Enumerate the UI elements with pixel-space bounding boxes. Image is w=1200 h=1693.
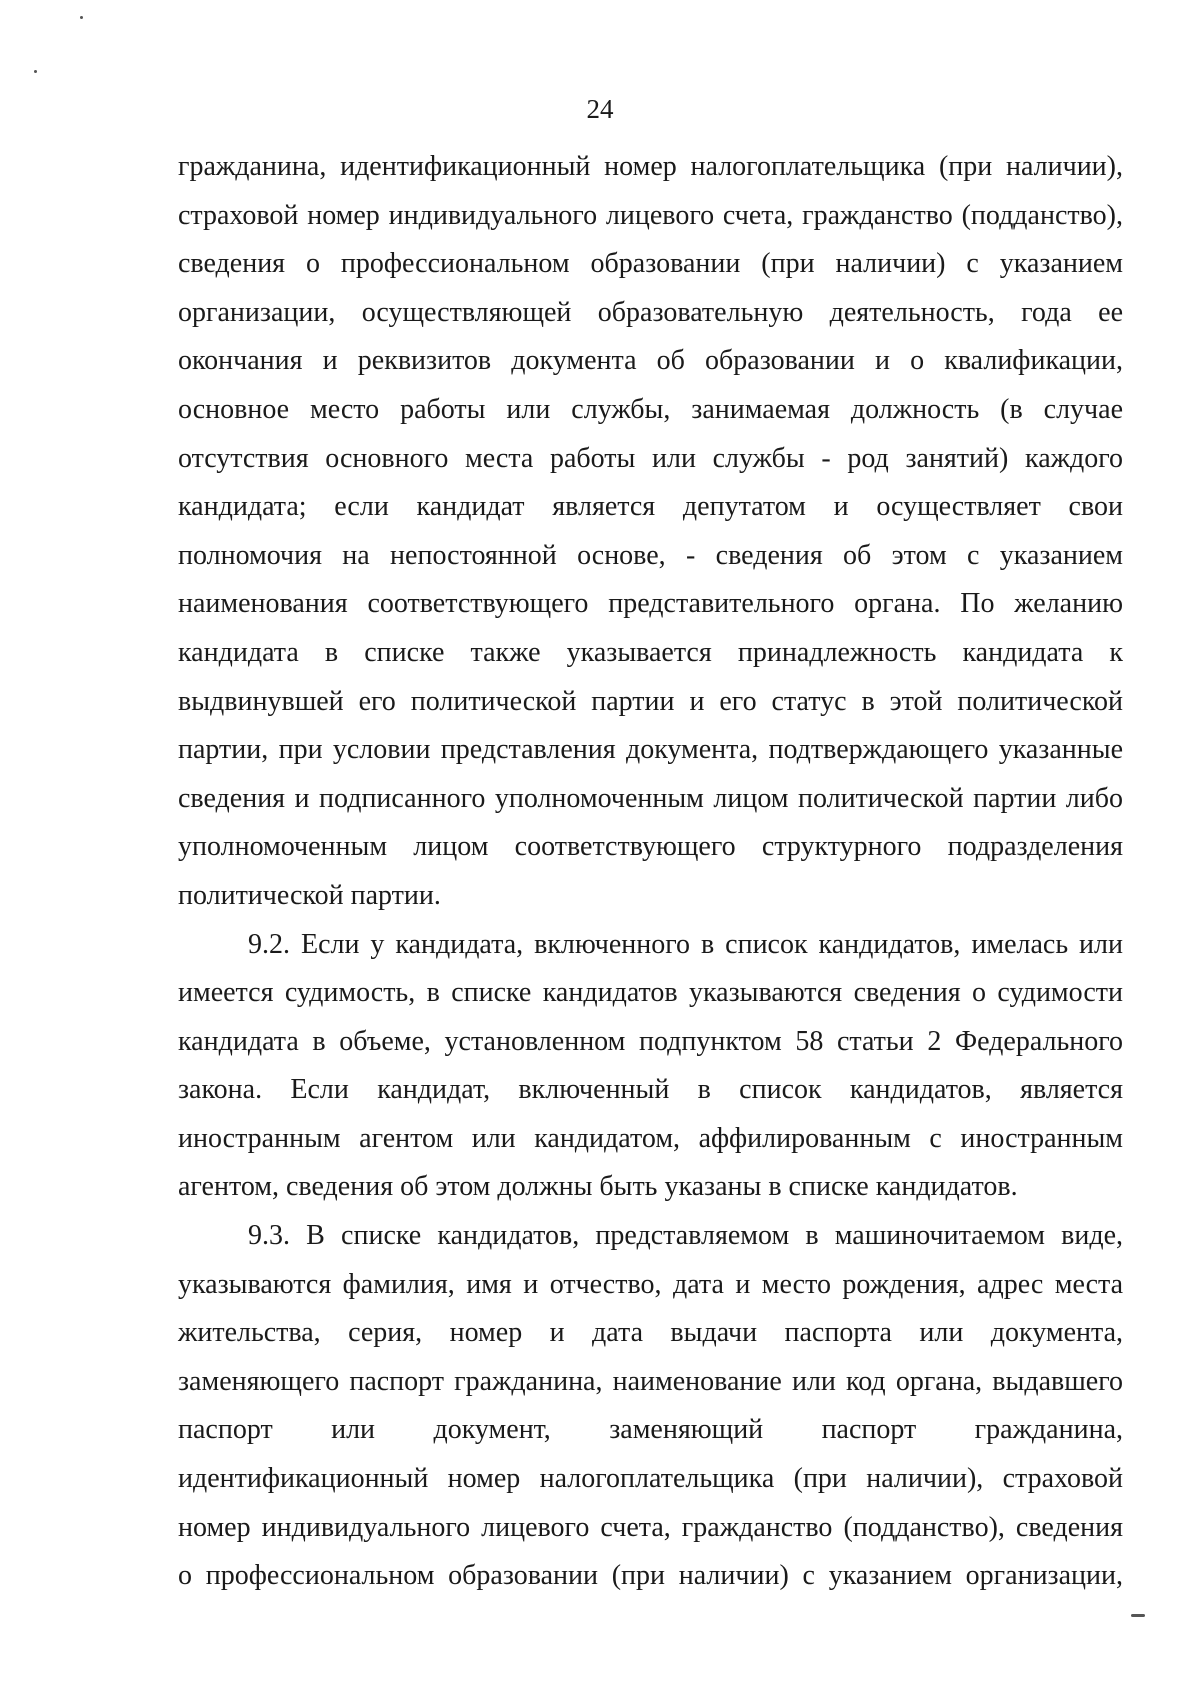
text-line: партии, при условии представления документа, подтверждающего указанные	[178, 734, 1123, 766]
text-line: указываются фамилия, имя и отчество, дата и место рождения, адрес места	[178, 1268, 1123, 1300]
text-line: выдвинувшей его политической партии и его статус в этой политической	[178, 685, 1123, 717]
text-line: окончания и реквизитов документа об образовании и о квалификации,	[178, 345, 1123, 377]
text-line: закона. Если кандидат, включенный в список кандидатов, является	[178, 1074, 1123, 1106]
text-line: сведения и подписанного уполномоченным лицом политической партии либо	[178, 782, 1123, 814]
page-number: 24	[586, 94, 614, 124]
text-line: 9.3. В списке кандидатов, представляемом в машиночитаемом виде,	[248, 1220, 1123, 1252]
text-line: 9.2. Если у кандидата, включенного в список кандидатов, имелась или	[248, 928, 1123, 960]
text-line: отсутствия основного места работы или службы - род занятий) каждого	[178, 442, 1123, 474]
text-line: гражданина, идентификационный номер налогоплательщика (при наличии),	[178, 151, 1123, 182]
text-line: номер индивидуального лицевого счета, гражданство (подданство), сведения	[178, 1511, 1123, 1543]
text-line: кандидата; если кандидат является депутатом и осуществляет свои	[178, 491, 1123, 523]
text-line: политической партии.	[178, 879, 441, 911]
text-line: жительства, серия, номер и дата выдачи паспорта или документа,	[178, 1317, 1123, 1349]
text-line: уполномоченным лицом соответствующего структурного подразделения	[178, 831, 1123, 863]
scan-speck	[34, 70, 37, 73]
text-line: идентификационный номер налогоплательщика (при наличии), страховой	[178, 1463, 1123, 1495]
text-line: наименования соответствующего представительного органа. По желанию	[178, 588, 1123, 620]
text-line: заменяющего паспорт гражданина, наименование или код органа, выдавшего	[178, 1365, 1123, 1397]
scan-speck	[1131, 1614, 1145, 1617]
text-line: иностранным агентом или кандидатом, аффилированным с иностранным	[178, 1122, 1123, 1154]
text-line: о профессиональном образовании (при наличии) с указанием организации,	[178, 1560, 1123, 1592]
text-line: кандидата в списке также указывается принадлежность кандидата к	[178, 636, 1123, 668]
text-line: имеется судимость, в списке кандидатов указываются сведения о судимости	[178, 977, 1123, 1009]
text-line: кандидата в объеме, установленном подпунктом 58 статьи 2 Федерального	[178, 1025, 1123, 1057]
text-line: страховой номер индивидуального лицевого счета, гражданство (подданство),	[178, 199, 1123, 231]
body-text	[178, 143, 1123, 1601]
text-line: сведения о профессиональном образовании (при наличии) с указанием	[178, 248, 1123, 280]
text-line: основное место работы или службы, занимаемая должность (в случае	[178, 393, 1123, 425]
text-line: агентом, сведения об этом должны быть указаны в списке кандидатов.	[178, 1171, 1018, 1203]
scan-speck	[80, 16, 83, 19]
text-line: полномочия на непостоянной основе, - сведения об этом с указанием	[178, 539, 1123, 571]
text-line: организации, осуществляющей образовательную деятельность, года ее	[178, 296, 1123, 328]
text-line: паспорт или документ, заменяющий паспорт гражданина,	[178, 1414, 1123, 1446]
